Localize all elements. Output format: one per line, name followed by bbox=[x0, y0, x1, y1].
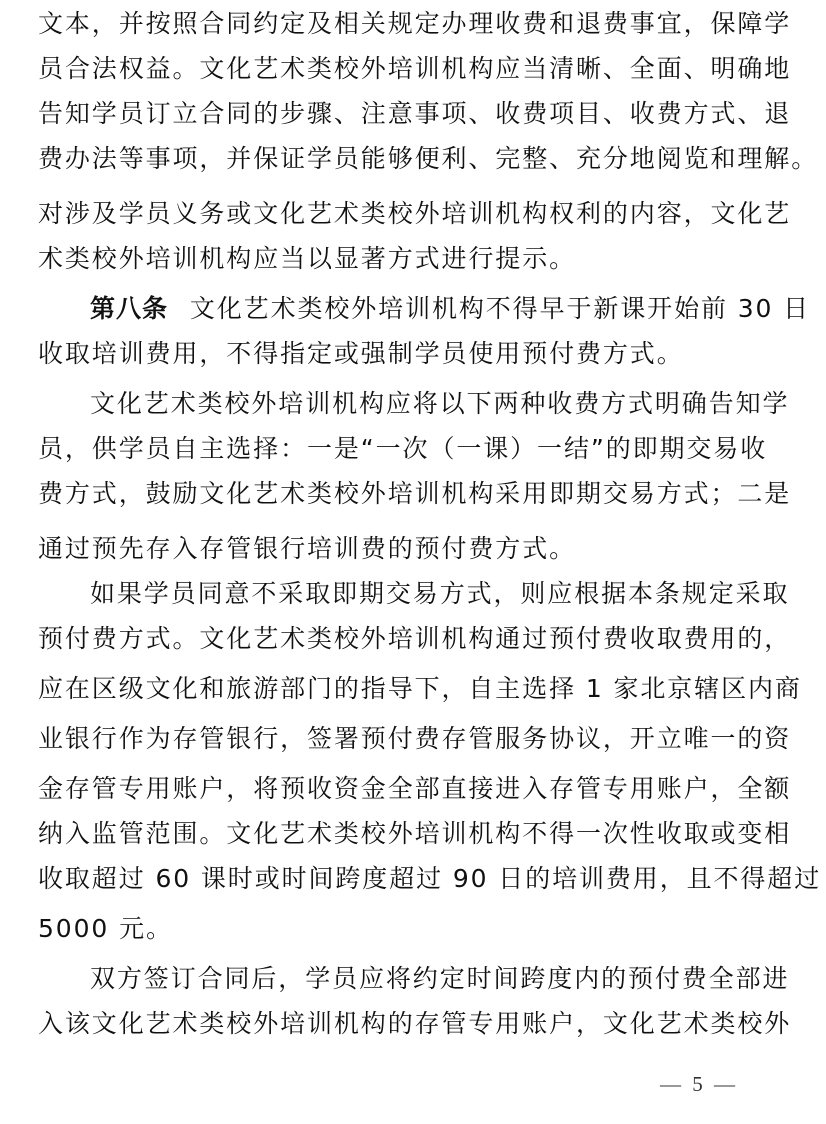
paragraph-line: 入该文化艺术类校外培训机构的存管专用账户，文化艺术类校外 bbox=[38, 1009, 792, 1038]
paragraph-line: 业银行作为存管银行，签署预付费存管服务协议，开立唯一的资 bbox=[38, 724, 792, 753]
paragraph-line: 员合法权益。文化艺术类校外培训机构应当清晰、全面、明确地 bbox=[38, 54, 792, 83]
paragraph-line: 文本，并按照合同约定及相关规定办理收费和退费事宜，保障学 bbox=[38, 9, 792, 38]
paragraph-line: 双方签订合同后，学员应将约定时间跨度内的预付费全部进 bbox=[90, 964, 790, 993]
paragraph-line: 5000 元。 bbox=[38, 914, 173, 943]
paragraph-line: 应在区级文化和旅游部门的指导下，自主选择 1 家北京辖区内商 bbox=[38, 674, 802, 703]
paragraph-line: 通过预先存入存管银行培训费的预付费方式。 bbox=[38, 534, 577, 563]
paragraph-line: 文化艺术类校外培训机构应将以下两种收费方式明确告知学 bbox=[90, 389, 790, 418]
paragraph-line: 预付费方式。文化艺术类校外培训机构通过预付费收取费用的， bbox=[38, 624, 792, 653]
paragraph-line: 术类校外培训机构应当以显著方式进行提示。 bbox=[38, 244, 577, 273]
paragraph-line: 收取培训费用，不得指定或强制学员使用预付费方式。 bbox=[38, 339, 684, 368]
paragraph-line: 如果学员同意不采取即期交易方式，则应根据本条规定采取 bbox=[90, 579, 790, 608]
paragraph-line: 费方式，鼓励文化艺术类校外培训机构采用即期交易方式；二是 bbox=[38, 479, 792, 508]
article-line bbox=[90, 287, 810, 331]
paragraph-line: 员，供学员自主选择：一是“一次（一课）一结”的即期交易收 bbox=[38, 434, 768, 463]
article-text: 文化艺术类校外培训机构不得早于新课开始前 30 日 bbox=[189, 294, 811, 323]
paragraph-line: 金存管专用账户，将预收资金全部直接进入存管专用账户，全额 bbox=[38, 774, 792, 803]
page-number: — 5 — bbox=[660, 1072, 738, 1096]
paragraph-line: 收取超过 60 课时或时间跨度超过 90 日的培训费用，且不得超过 bbox=[38, 864, 822, 893]
paragraph-line: 费办法等事项，并保证学员能够便利、完整、充分地阅览和理解。 bbox=[38, 144, 819, 173]
paragraph-line: 对涉及学员义务或文化艺术类校外培训机构权利的内容，文化艺 bbox=[38, 199, 792, 228]
article-heading: 第八条 bbox=[90, 294, 169, 323]
paragraph-line: 纳入监管范围。文化艺术类校外培训机构不得一次性收取或变相 bbox=[38, 819, 792, 848]
paragraph-line: 告知学员订立合同的步骤、注意事项、收费项目、收费方式、退 bbox=[38, 99, 792, 128]
